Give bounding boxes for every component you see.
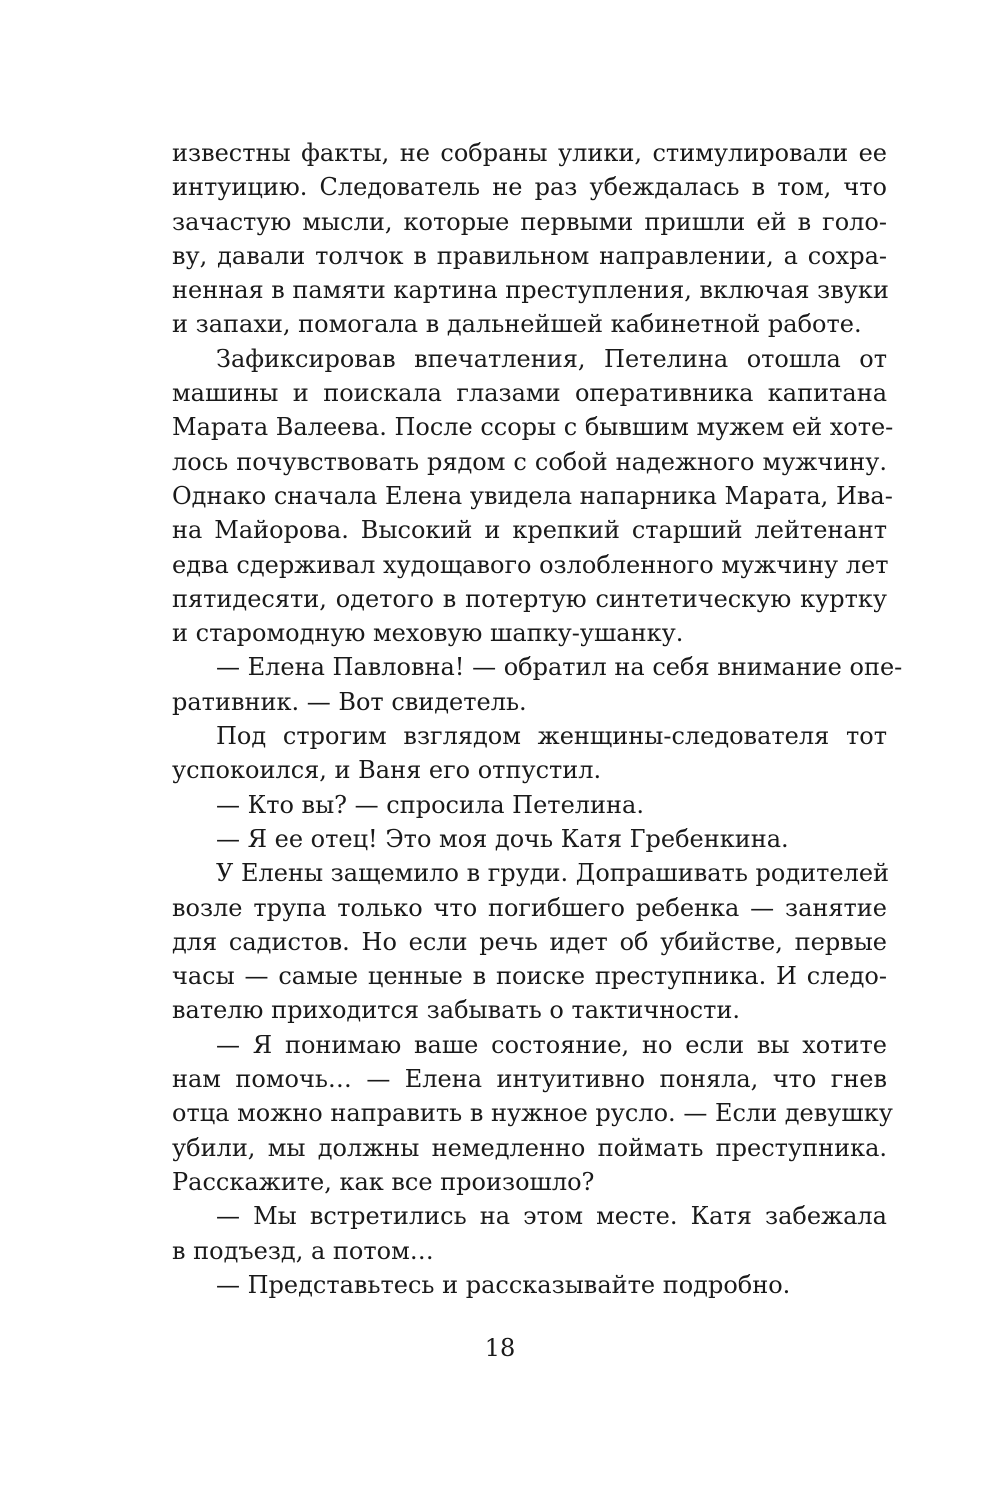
text-line: Под строгим взглядом женщины-следователя тот <box>216 722 887 751</box>
text-line: известны факты, не собраны улики, стимулировали ее <box>172 139 887 167</box>
text-line: для садистов. Но если речь идет об убийстве, первые <box>172 927 887 956</box>
text-line: отца можно направить в нужное русло. — Если девушку <box>172 1099 893 1128</box>
page-number: 18 <box>484 1334 516 1362</box>
text-line: возле трупа только что погибшего ребенка — занятие <box>172 893 887 922</box>
text-line: пятидесяти, одетого в потертую синтетическую куртку <box>172 584 887 613</box>
text-line: — Мы встретились на этом месте. Катя забежала <box>216 1202 887 1231</box>
text-line: в подъезд, а потом… <box>172 1236 434 1265</box>
text-line: и запахи, помогала в дальнейшей кабинетной работе. <box>172 310 862 339</box>
text-line: едва сдерживал худощавого озлобленного мужчину лет <box>172 550 889 579</box>
text-line: машины и поискала глазами оперативника капитана <box>172 379 887 408</box>
text-line: Однако сначала Елена увидела напарника Марата, Ива- <box>172 481 893 510</box>
text-line: зачастую мысли, которые первыми пришли ей в голо- <box>172 207 887 236</box>
text-line: У Елены защемило в груди. Допрашивать родителей <box>216 859 890 888</box>
text-line: и старомодную меховую шапку-ушанку. <box>172 619 684 648</box>
text-line: нам помочь… — Елена интуитивно поняла, что гнев <box>172 1065 887 1094</box>
text-line: вателю приходится забывать о тактичности. <box>172 996 741 1025</box>
text-line: убили, мы должны немедленно поймать преступника. <box>172 1133 887 1162</box>
text-line: Расскажите, как все произошло? <box>172 1167 595 1196</box>
text-line: интуицию. Следователь не раз убеждалась в том, что <box>172 173 887 202</box>
text-line: лось почувствовать рядом с собой надежного мужчину. <box>172 447 887 476</box>
text-line: — Я понимаю ваше состояние, но если вы хотите <box>216 1030 887 1059</box>
text-line: ративник. — Вот свидетель. <box>172 687 527 716</box>
text-line: — Представьтесь и рассказывайте подробно. <box>216 1270 791 1299</box>
text-line: успокоился, и Ваня его отпустил. <box>172 756 602 785</box>
text-line: Зафиксировав впечатления, Петелина отошла от <box>216 344 887 373</box>
text-line: — Я ее отец! Это моя дочь Катя Гребенкина. <box>216 824 789 853</box>
text-line: Марата Валеева. После ссоры с бывшим мужем ей хоте- <box>172 413 894 442</box>
text-line: на Майорова. Высокий и крепкий старший лейтенант <box>172 516 887 545</box>
body-text <box>172 136 903 1302</box>
text-line: — Кто вы? — спросила Петелина. <box>216 790 644 819</box>
text-line: ву, давали толчок в правильном направлении, а сохра- <box>172 241 887 270</box>
text-line: ненная в памяти картина преступления, включая звуки <box>172 276 889 305</box>
text-line: — Елена Павловна! — обратил на себя внимание опе- <box>216 653 903 682</box>
text-line: часы — самые ценные в поиске преступника. И следо- <box>172 962 887 991</box>
